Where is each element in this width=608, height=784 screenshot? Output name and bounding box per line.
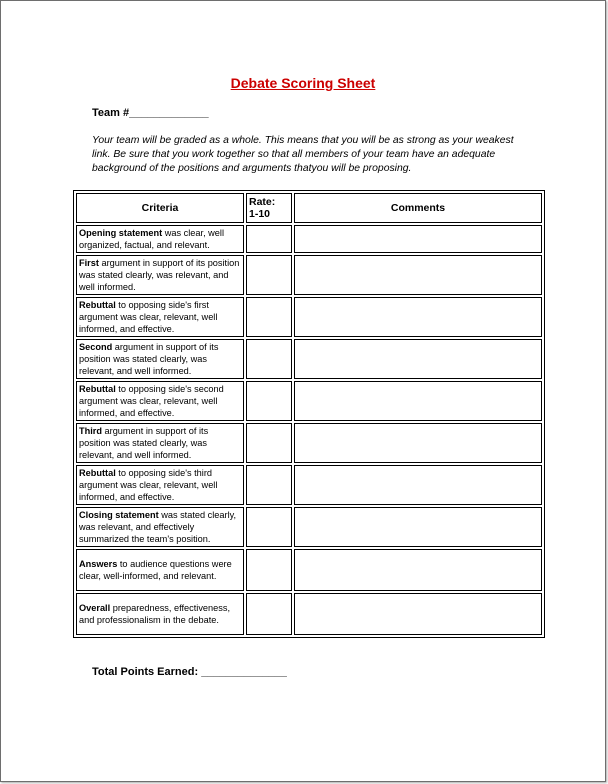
- table-row: [76, 225, 542, 253]
- rate-cell: [246, 507, 292, 547]
- rate-cell: [246, 593, 292, 635]
- table-row: [76, 339, 542, 379]
- table-row: [76, 255, 542, 295]
- rate-cell: [246, 423, 292, 463]
- table-row: [76, 381, 542, 421]
- comments-cell: [294, 339, 542, 379]
- table-header-row: [76, 193, 542, 223]
- comments-cell: [294, 507, 542, 547]
- criteria-cell: First argument in support of its position was stated clearly, was relevant, and well informed.: [76, 255, 244, 295]
- team-number-field: Team #_____________: [92, 107, 209, 119]
- criteria-cell: Rebuttal to opposing side's second argument was clear, relevant, well informed, and effective.: [76, 381, 244, 421]
- criteria-cell: Overall preparedness, effectiveness, and professionalism in the debate.: [76, 593, 244, 635]
- table-row: [76, 593, 542, 635]
- rate-header: [246, 193, 292, 223]
- comments-cell: [294, 423, 542, 463]
- criteria-cell: Rebuttal to opposing side's third argument was clear, relevant, well informed, and effective.: [76, 465, 244, 505]
- table-row: [76, 549, 542, 591]
- comments-cell: [294, 593, 542, 635]
- comments-cell: [294, 225, 542, 253]
- criteria-header: Criteria: [76, 193, 244, 223]
- comments-cell: [294, 549, 542, 591]
- rate-cell: [246, 339, 292, 379]
- total-points-field: Total Points Earned: ______________: [92, 666, 287, 678]
- criteria-cell: Closing statement was stated clearly, was relevant, and effectively summarized the team's position.: [76, 507, 244, 547]
- criteria-cell: Third argument in support of its position was stated clearly, was relevant, and well informed.: [76, 423, 244, 463]
- table-row: [76, 507, 542, 547]
- criteria-cell: Second argument in support of its position was stated clearly, was relevant, and well informed.: [76, 339, 244, 379]
- criteria-cell: Rebuttal to opposing side's first argument was clear, relevant, well informed, and effective.: [76, 297, 244, 337]
- rate-header-line2: 1-10: [249, 208, 271, 220]
- rate-cell: [246, 465, 292, 505]
- comments-header: Comments: [294, 193, 542, 223]
- rate-cell: [246, 297, 292, 337]
- criteria-cell: Answers to audience questions were clear, well-informed, and relevant.: [76, 549, 244, 591]
- rate-cell: [246, 225, 292, 253]
- scoring-table: [73, 190, 545, 638]
- rate-cell: [246, 255, 292, 295]
- criteria-cell: Opening statement was clear, well organized, factual, and relevant.: [76, 225, 244, 253]
- rate-header-line1: Rate:: [249, 196, 276, 208]
- rate-cell: [246, 381, 292, 421]
- comments-cell: [294, 381, 542, 421]
- table-row: [76, 465, 542, 505]
- instructions-paragraph: Your team will be graded as a whole. This means that you will be as strong as your weakest link. Be sure that you work together so that all members of your team have an adequate background of the positions and arguments thatyou will be proposing.: [92, 135, 514, 174]
- comments-cell: [294, 465, 542, 505]
- table-row: [76, 297, 542, 337]
- comments-cell: [294, 255, 542, 295]
- table-row: [76, 423, 542, 463]
- rate-cell: [246, 549, 292, 591]
- comments-cell: [294, 297, 542, 337]
- page-title: Debate Scoring Sheet: [230, 75, 376, 91]
